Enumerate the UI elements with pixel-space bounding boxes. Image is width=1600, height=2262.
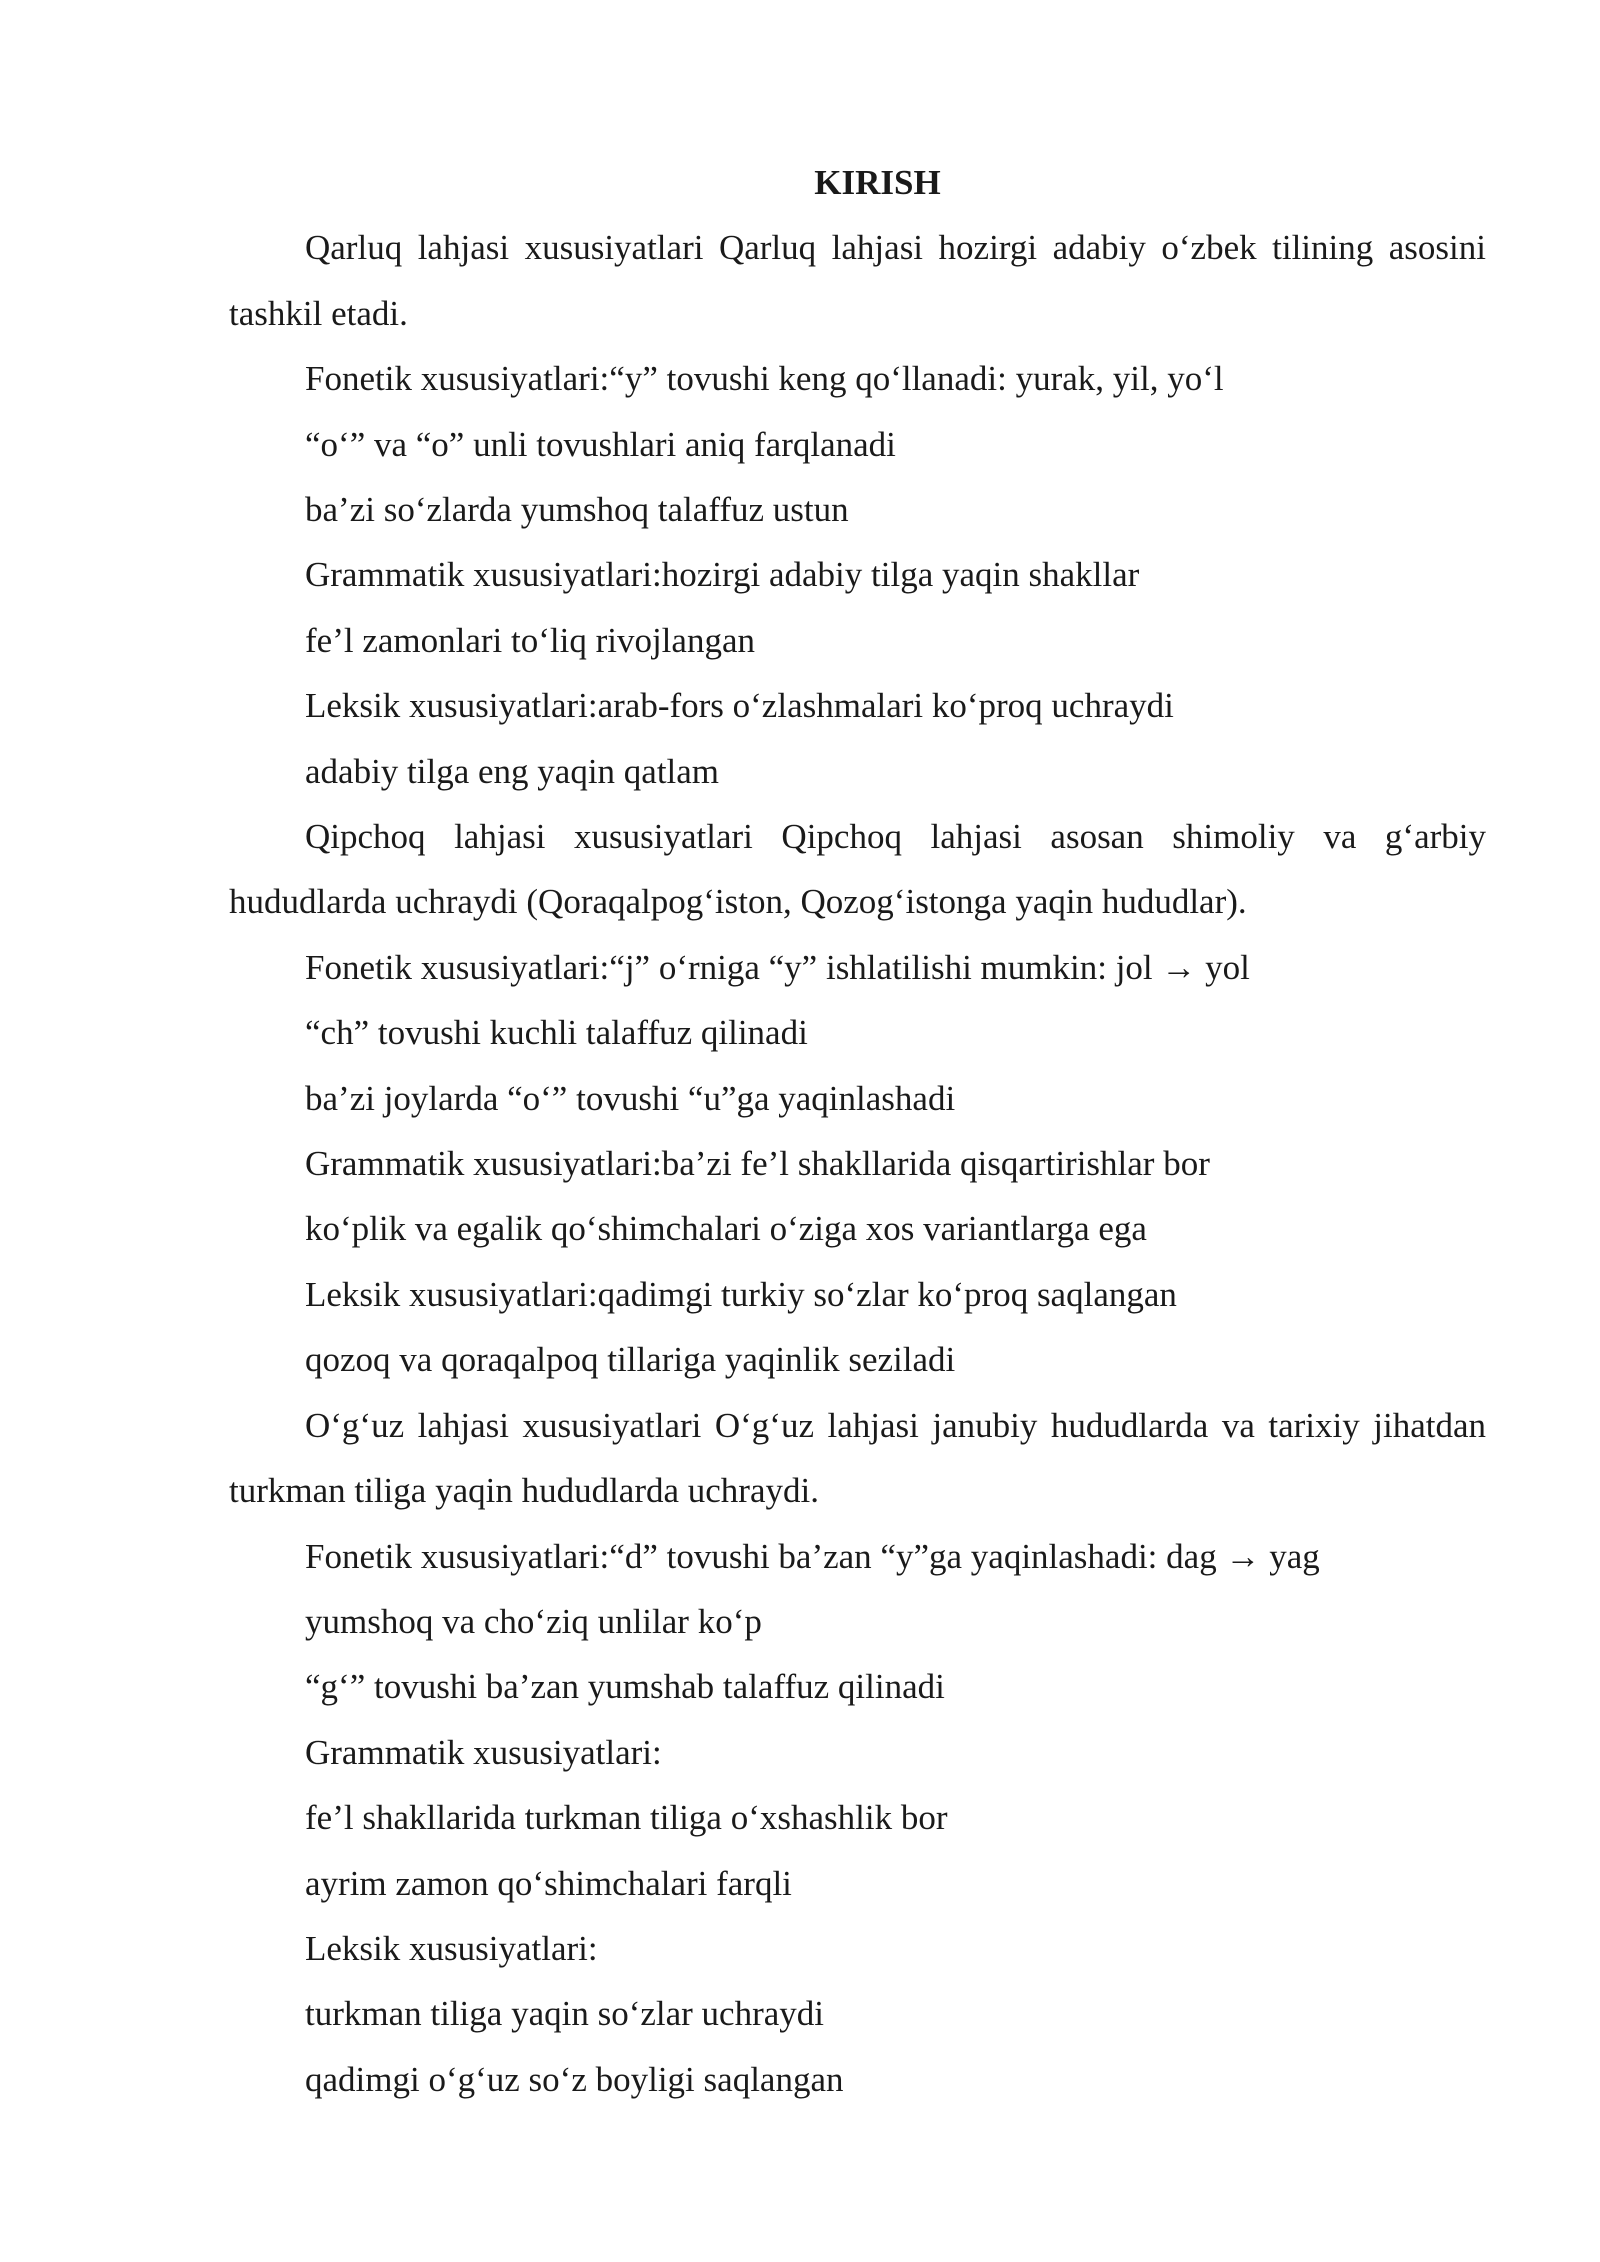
text-line: Grammatik xususiyatlari:: [305, 1732, 662, 1772]
text-line: fe’l shakllarida turkman tiliga o‘xshashlik bor: [305, 1798, 948, 1838]
text-line: ayrim zamon qo‘shimchalari farqli: [305, 1863, 792, 1903]
text-line: “g‘” tovushi ba’zan yumshab talaffuz qilinadi: [305, 1667, 945, 1707]
text-line: fe’l zamonlari to‘liq rivojlangan: [305, 620, 755, 660]
text-line: Grammatik xususiyatlari:hozirgi adabiy tilga yaqin shakllar: [305, 555, 1140, 595]
text-line: Grammatik xususiyatlari:ba’zi fe’l shakllarida qisqartirishlar bor: [305, 1144, 1210, 1184]
text-line: “o‘” va “o” unli tovushlari aniq farqlanadi: [305, 424, 896, 464]
text-line: adabiy tilga eng yaqin qatlam: [305, 751, 720, 791]
text-line: Leksik xususiyatlari:: [305, 1928, 598, 1968]
text-line: qadimgi o‘g‘uz so‘z boyligi saqlangan: [305, 2059, 844, 2099]
text-line: ko‘plik va egalik qo‘shimchalari o‘ziga xos variantlarga ega: [305, 1209, 1147, 1249]
paragraph: Qipchoq lahjasi xususiyatlari Qipchoq lahjasi asosan shimoliy va g‘arbiy hududlarda uchraydi (Qoraqalpog‘iston, Qozog‘istonga yaqin hududlar).: [229, 817, 1486, 922]
text-line: Fonetik xususiyatlari:“y” tovushi keng qo‘llanadi: yurak, yil, yo‘l: [305, 359, 1224, 399]
page-title: KIRISH: [814, 163, 941, 202]
text-line: ba’zi joylarda “o‘” tovushi “u”ga yaqinlashadi: [305, 1078, 956, 1118]
document-body: [229, 150, 1486, 2112]
text-line: Fonetik xususiyatlari:“d” tovushi ba’zan “y”ga yaqinlashadi: dag → yag: [305, 1536, 1320, 1576]
text-line: Leksik xususiyatlari:arab-fors o‘zlashmalari ko‘proq uchraydi: [305, 686, 1174, 726]
text-line: qozoq va qoraqalpoq tillariga yaqinlik seziladi: [305, 1340, 956, 1380]
text-line: “ch” tovushi kuchli talaffuz qilinadi: [305, 1013, 808, 1053]
paragraph: O‘g‘uz lahjasi xususiyatlari O‘g‘uz lahjasi janubiy hududlarda va tarixiy jihatdan turkman tiliga yaqin hududlarda uchraydi.: [229, 1405, 1486, 1511]
paragraph: Qarluq lahjasi xususiyatlari Qarluq lahjasi hozirgi adabiy o‘zbek tilining asosini tashkil etadi.: [229, 228, 1486, 333]
text-line: yumshoq va cho‘ziq unlilar ko‘p: [305, 1601, 762, 1641]
text-line: Fonetik xususiyatlari:“j” o‘rniga “y” ishlatilishi mumkin: jol → yol: [305, 947, 1250, 987]
text-line: turkman tiliga yaqin so‘zlar uchraydi: [305, 1994, 825, 2034]
body-text: [229, 215, 1486, 2112]
text-line: ba’zi so‘zlarda yumshoq talaffuz ustun: [305, 490, 849, 530]
text-line: Leksik xususiyatlari:qadimgi turkiy so‘zlar ko‘proq saqlangan: [305, 1274, 1177, 1314]
